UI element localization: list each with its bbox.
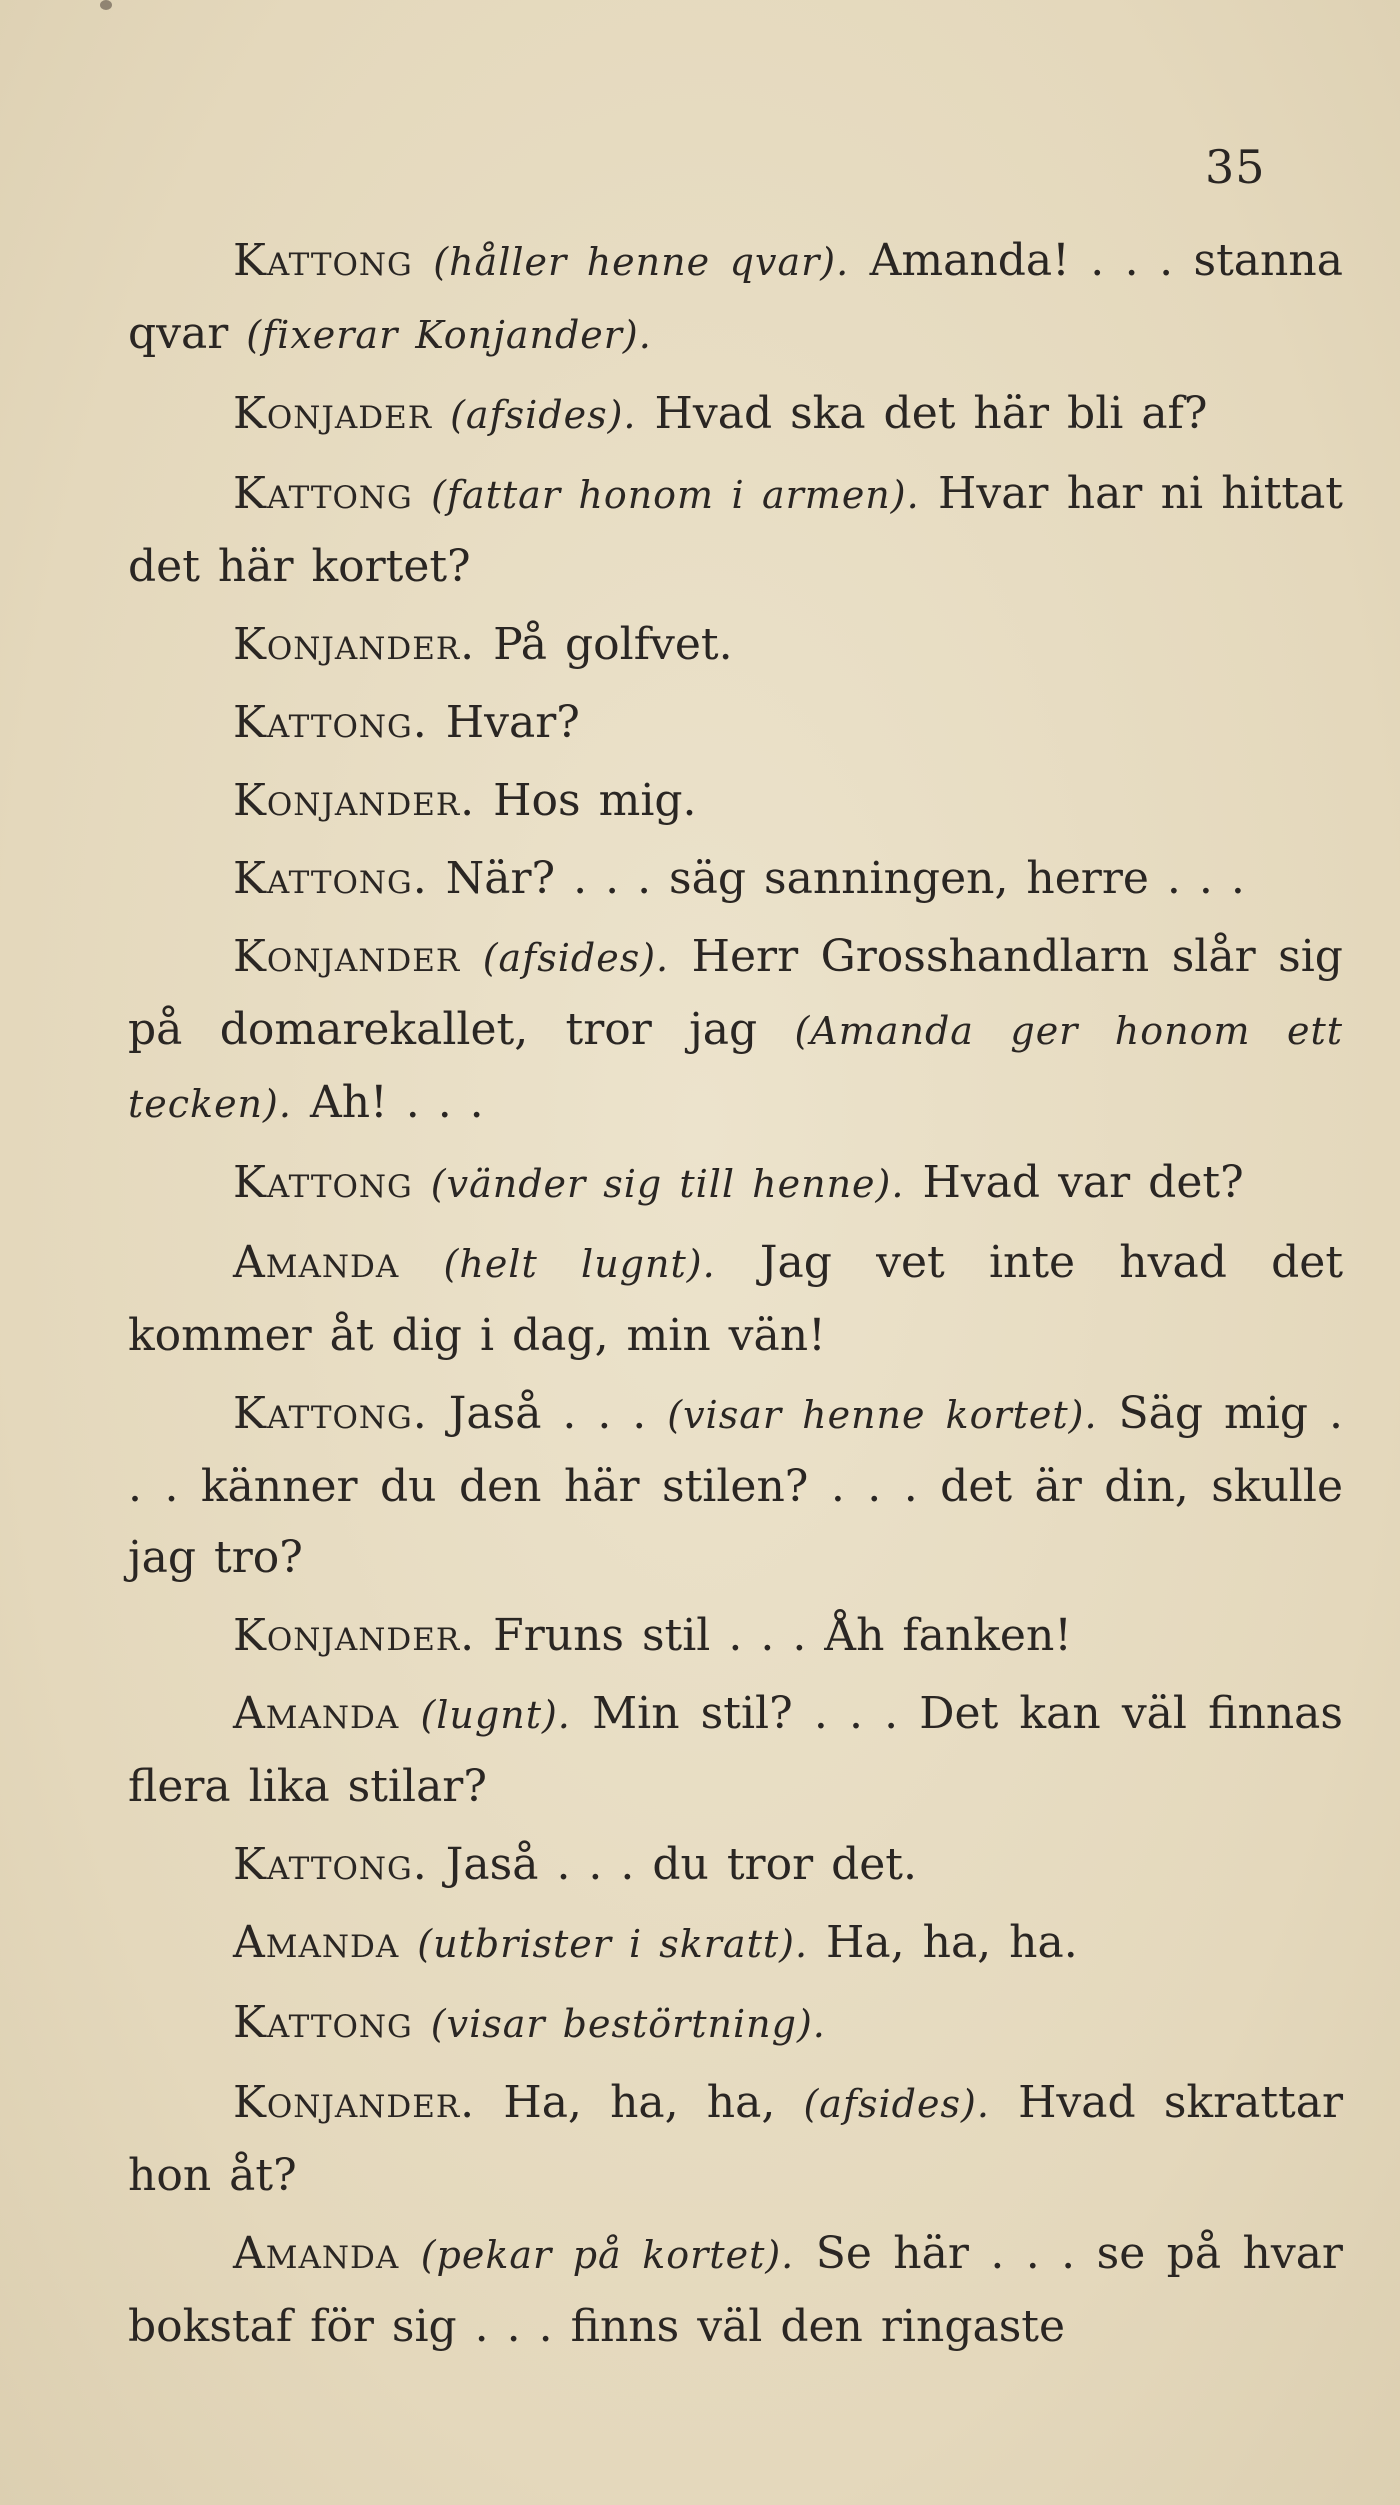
dialogue-line <box>128 1987 1343 2060</box>
speaker-name: Amanda <box>233 1688 400 1739</box>
speaker-name: Kattong <box>233 1997 413 2048</box>
speaker-name: Konjander. <box>233 619 476 670</box>
page-number: 35 <box>1205 140 1266 194</box>
speaker-name: Kattong. <box>233 853 428 904</box>
dialogue-line <box>128 2218 1343 2362</box>
speaker-name: Kattong <box>233 1157 413 1208</box>
spoken-text: Hos mig. <box>493 775 697 826</box>
dialogue-line <box>128 1907 1343 1980</box>
stage-direction: (fixerar Konjander). <box>246 313 652 357</box>
dialogue-line <box>128 225 1343 371</box>
dialogue-line <box>128 1147 1343 1220</box>
spoken-text: Ha, ha, ha. <box>826 1917 1078 1968</box>
speaker-name: Amanda <box>233 1237 400 1288</box>
speaker-name: Amanda <box>233 1917 400 1968</box>
stage-direction: (afsides). <box>450 393 637 437</box>
dialogue-line <box>128 687 1343 758</box>
spoken-text: Ah! . . . <box>309 1077 484 1128</box>
spoken-text: När? . . . säg sanningen, herre . . . <box>445 853 1245 904</box>
spoken-text: Hvar? <box>445 697 580 748</box>
dialogue-line <box>128 921 1343 1140</box>
spoken-text: Säg mig . . . känner du den här stilen? . . . det är din, skulle jag tro? <box>128 1388 1343 1583</box>
dialogue-line <box>128 1678 1343 1822</box>
stage-direction: (visar bestörtning). <box>430 2002 826 2046</box>
spoken-text: Ha, ha, ha, <box>503 2077 776 2128</box>
spoken-text: Hvad var det? <box>922 1157 1244 1208</box>
spoken-text: Hvad ska det här bli af? <box>654 388 1208 439</box>
dialogue-line <box>128 1829 1343 1900</box>
spoken-text: Fruns stil . . . Åh fanken! <box>493 1610 1072 1661</box>
spoken-text: Herr Grosshandlarn slår sig på domarekallet, tror jag <box>128 931 1343 1055</box>
dialogue-line <box>128 765 1343 836</box>
stage-direction: (Amanda ger honom ett tecken). <box>128 1009 1343 1126</box>
stage-direction: (lugnt). <box>420 1693 571 1737</box>
speaker-name: Konjander. <box>233 2077 476 2128</box>
speaker-name: Amanda <box>233 2228 400 2279</box>
speaker-name: Kattong <box>233 235 413 286</box>
speaker-name: Kattong. <box>233 1839 428 1890</box>
spoken-text: Hvad skrattar hon åt? <box>128 2077 1343 2201</box>
dialogue-line <box>128 2067 1343 2211</box>
spoken-text: Min stil? . . . Det kan väl finnas flera lika stilar? <box>128 1688 1343 1812</box>
speaker-name: Konjander. <box>233 1610 476 1661</box>
speaker-name: Kattong <box>233 468 413 519</box>
speaker-name: Konjader <box>233 388 433 439</box>
stage-direction: (afsides). <box>803 2082 990 2126</box>
stage-direction: (vänder sig till henne). <box>430 1162 905 1206</box>
speaker-name: Konjander. <box>233 775 476 826</box>
stage-direction: (fattar honom i armen). <box>431 473 920 517</box>
spoken-text: Amanda! . . . stanna qvar <box>128 235 1343 359</box>
stage-direction: (pekar på kortet). <box>420 2233 795 2277</box>
speaker-name: Kattong. <box>233 697 428 748</box>
spoken-text: Hvar har ni hittat det här kortet? <box>128 468 1343 592</box>
speaker-name: Kattong. <box>233 1388 428 1439</box>
spoken-text: På golfvet. <box>493 619 733 670</box>
stage-direction: (utbrister i skratt). <box>417 1922 809 1966</box>
dialogue-line <box>128 1378 1343 1593</box>
speaker-name: Konjander <box>233 931 461 982</box>
spoken-text: Se här . . . se på hvar bokstaf för sig . . . finns väl den ringaste <box>128 2228 1343 2352</box>
dialogue-line <box>128 1227 1343 1371</box>
dialogue-line <box>128 609 1343 680</box>
stage-direction: (afsides). <box>482 936 670 980</box>
ink-spot <box>100 0 112 10</box>
spoken-text: Jaså . . . du tror det. <box>445 1839 917 1890</box>
spoken-text: Jaså . . . <box>448 1388 647 1439</box>
stage-direction: (visar henne kortet). <box>667 1393 1098 1437</box>
stage-direction: (helt lugnt). <box>443 1242 716 1286</box>
dialogue-line <box>128 458 1343 602</box>
play-text <box>128 225 1343 2369</box>
dialogue-line <box>128 378 1343 451</box>
dialogue-line <box>128 843 1343 914</box>
dialogue-line <box>128 1600 1343 1671</box>
spoken-text: Jag vet inte hvad det kommer åt dig i dag, min vän! <box>128 1237 1344 1361</box>
stage-direction: (håller henne qvar). <box>433 240 850 284</box>
